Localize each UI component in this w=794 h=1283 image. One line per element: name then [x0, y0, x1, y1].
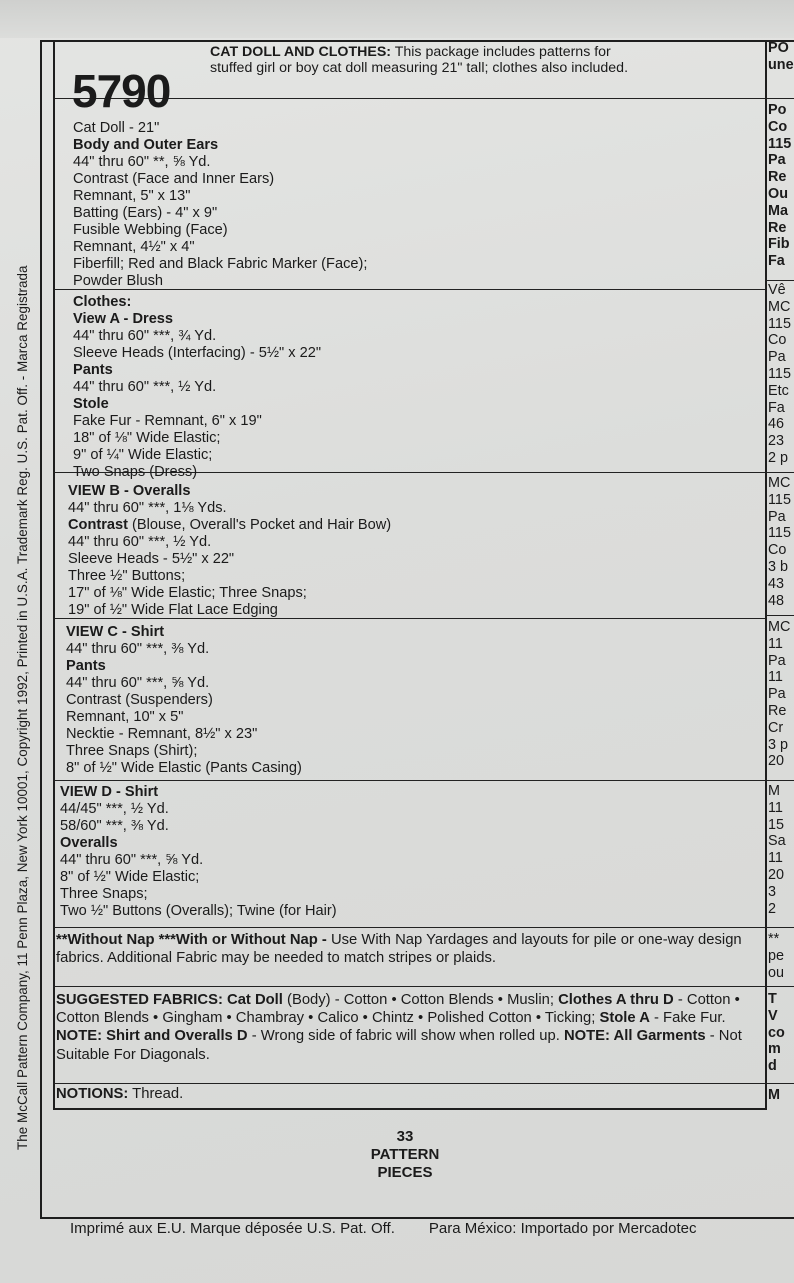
yardage-line: VIEW C - Shirt [66, 624, 165, 640]
top-edge-shadow [0, 0, 794, 38]
yardage-line: VIEW B - Overalls [68, 483, 191, 499]
yardage-line: 58/60" ***, ⅜ Yd. [60, 818, 169, 834]
notions-value: Thread. [128, 1086, 184, 1102]
cropped-spanish-text: M [768, 1087, 780, 1103]
fabric-text-segment: Stole A [599, 1010, 650, 1027]
nap-note-text: Use With Nap Yardages and layouts for pile or one-way design fabrics. Additional Fabric may be needed to match stripes or plaids. [56, 932, 742, 967]
yardage-line: Three ½" Buttons; [68, 568, 186, 584]
cropped-spanish-text: T [768, 991, 777, 1007]
yardage-line: Contrast (Blouse, Overall's Pocket and Hair Bow) [68, 517, 392, 533]
view-c-section [66, 624, 302, 777]
cropped-spanish-text: M [768, 783, 780, 799]
cropped-spanish-text: MC [768, 298, 791, 315]
cropped-spanish-text: 115 [768, 315, 791, 332]
yardage-line: Contrast (Suspenders) [66, 692, 213, 708]
divider [53, 1083, 765, 1084]
divider [53, 780, 765, 781]
description-line-1: This package includes patterns for [394, 44, 611, 60]
yardage-line: Body and Outer Ears [73, 137, 219, 153]
cropped-spanish-text: 23 [768, 433, 785, 450]
cropped-spanish-text: d [768, 1058, 777, 1075]
cropped-spanish-text: 11 [768, 669, 783, 686]
cropped-spanish-text: Pa [768, 652, 786, 669]
right-column-view-d [768, 783, 794, 917]
yardage-line: 44" thru 60" ***, ⅝ Yd. [66, 675, 210, 691]
notions-label: NOTIONS: [56, 1086, 129, 1102]
yardage-line: 44" thru 60" ***, ¾ Yd. [73, 328, 217, 344]
cropped-spanish-text: Ma [768, 202, 788, 219]
divider [765, 780, 794, 781]
yardage-line: 18" of ⅛" Wide Elastic; [73, 430, 221, 446]
nap-note-label: **Without Nap ***With or Without Nap - [56, 932, 327, 948]
cropped-spanish-text: Sa [768, 833, 786, 850]
yardage-line: Clothes: [73, 294, 132, 310]
cropped-spanish-text: 48 [768, 592, 785, 609]
yardage-line: Powder Blush [73, 273, 164, 289]
cropped-spanish-text: PO [768, 40, 789, 56]
cropped-spanish-text: ou [768, 964, 785, 981]
yardage-line: Batting (Ears) - 4" x 9" [73, 205, 218, 221]
cropped-spanish-text: Fa [768, 399, 785, 416]
pieces-line-1: PATTERN [370, 1146, 440, 1163]
yardage-line: Pants [73, 362, 113, 378]
cropped-spanish-text: 115 [768, 135, 792, 152]
cropped-spanish-text: Pa [768, 349, 786, 366]
yardage-line: VIEW D - Shirt [60, 784, 159, 800]
cropped-spanish-text: Co [768, 332, 787, 349]
fabric-text-segment: - Cotton • Cotton Blends • Gingham • Chambray • Calico • Chintz • Polished Cotton • Ticking; [56, 992, 740, 1027]
cropped-spanish-text: pe [768, 947, 785, 964]
cropped-spanish-text: 20 [768, 866, 785, 883]
cropped-spanish-text: Vê [768, 282, 786, 298]
view-b-section [68, 483, 391, 619]
cropped-spanish-text: Fa [768, 253, 785, 270]
fabric-text-segment: SUGGESTED FABRICS: Cat Doll [56, 992, 283, 1008]
cropped-spanish-text: Pa [768, 152, 786, 169]
cropped-spanish-text: m [768, 1041, 781, 1058]
cropped-spanish-text: Co [768, 118, 788, 135]
cat-doll-section [73, 120, 367, 290]
divider [765, 986, 794, 987]
cropped-spanish-text: Ou [768, 185, 788, 202]
cropped-spanish-text: 46 [768, 416, 785, 433]
cropped-spanish-text: 2 p [768, 449, 789, 466]
cropped-spanish-text: co [768, 1024, 785, 1041]
yardage-line: Remnant, 10" x 5" [66, 709, 184, 725]
cropped-spanish-text: 11 [768, 850, 783, 867]
view-d-section [60, 784, 337, 920]
divider [765, 927, 794, 928]
divider [765, 472, 794, 473]
yardage-line: View A - Dress [73, 311, 174, 327]
yardage-line: Overalls [60, 835, 118, 851]
pieces-number: 33 [396, 1128, 414, 1145]
cropped-spanish-text: 115 [768, 365, 791, 382]
yardage-line: Fiberfill; Red and Black Fabric Marker (Face); [73, 256, 368, 272]
right-column-cat-doll [768, 102, 794, 270]
cropped-spanish-text: Re [768, 169, 787, 186]
cropped-spanish-text: Etc [768, 382, 789, 399]
right-column-top [768, 40, 794, 74]
divider [765, 98, 794, 99]
suggested-fabrics [56, 991, 761, 1064]
divider [765, 1083, 794, 1084]
pattern-title: CAT DOLL AND CLOTHES: [210, 44, 392, 60]
cropped-spanish-text: MC [768, 619, 791, 635]
yardage-line: Two Snaps (Dress) [73, 464, 198, 480]
yardage-line: Remnant, 4½" x 4" [73, 239, 195, 255]
footer-left: Imprimé aux E.U. Marque déposée U.S. Pat. Off. [70, 1220, 395, 1237]
divider [765, 615, 794, 616]
cropped-spanish-text: 115 [768, 525, 791, 542]
nap-note [56, 931, 761, 967]
right-column-fabrics [768, 991, 794, 1075]
cropped-spanish-text: Pa [768, 686, 786, 703]
description-line-2: stuffed girl or boy cat doll measuring 21" tall; clothes also included. [210, 60, 629, 76]
cropped-spanish-text: 115 [768, 491, 791, 508]
yardage-line: Stole [73, 396, 109, 412]
cropped-spanish-text: Cr [768, 719, 784, 736]
yardage-line: Sleeve Heads - 5½" x 22" [68, 551, 235, 567]
cropped-spanish-text: Re [768, 219, 787, 236]
fabric-text-segment: NOTE: All Garments [563, 1028, 706, 1045]
yardage-line: Pants [66, 658, 106, 674]
fabric-text-segment: NOTE: Shirt and Overalls D [56, 1028, 248, 1045]
yardage-line: 44/45" ***, ½ Yd. [60, 801, 169, 817]
yardage-line: 8" of ½" Wide Elastic; [60, 869, 200, 885]
fabric-text-segment: Clothes A thru D [558, 992, 674, 1008]
yardage-line: 44" thru 60" **, ⅝ Yd. [73, 154, 211, 170]
copyright-side-text: The McCall Pattern Company, 11 Penn Plaza, New York 10001, Copyright 1992, Printed in U.S.A. Trademark Reg. U.S. Pat. Off. - Marca Registrada [15, 265, 30, 1150]
yardage-line: Cat Doll - 21" [73, 120, 160, 136]
cropped-spanish-text: 3 b [768, 558, 789, 575]
cropped-spanish-text: 20 [768, 753, 785, 770]
yardage-line: 9" of ¼" Wide Elastic; [73, 447, 213, 463]
yardage-line: 44" thru 60" ***, ⅜ Yd. [66, 641, 210, 657]
divider [53, 927, 765, 928]
right-column-notions [768, 1087, 794, 1104]
yardage-line: 8" of ½" Wide Elastic (Pants Casing) [66, 760, 302, 776]
yardage-line: 44" thru 60" ***, ½ Yd. [73, 379, 217, 395]
pattern-description [210, 44, 758, 76]
yardage-line: Sleeve Heads (Interfacing) - 5½" x 22" [73, 345, 322, 361]
pattern-number: 5790 [72, 65, 171, 117]
fabric-text-segment: - Wrong side of fabric will show when rolled up. [247, 1028, 564, 1045]
right-column-nap [768, 931, 794, 981]
yardage-line: 44" thru 60" ***, ⅝ Yd. [60, 852, 204, 868]
footer-trademark [70, 1220, 731, 1237]
cropped-spanish-text: Po [768, 102, 787, 118]
cropped-spanish-text: 15 [768, 816, 785, 833]
fabric-text-segment: - Fake Fur. [649, 1010, 726, 1027]
cropped-spanish-text: V [768, 1007, 778, 1024]
divider [765, 280, 794, 281]
yardage-line: Contrast (Face and Inner Ears) [73, 171, 275, 187]
fabric-text-segment: - Not Suitable For Diagonals. [56, 1028, 742, 1063]
view-a-section [73, 294, 321, 481]
yardage-line: Three Snaps; [60, 886, 148, 902]
cropped-spanish-text: 43 [768, 575, 785, 592]
yardage-line: Remnant, 5" x 13" [73, 188, 191, 204]
yardage-line: 17" of ⅛" Wide Elastic; Three Snaps; [68, 585, 307, 601]
cropped-spanish-text: MC [768, 475, 791, 491]
cropped-spanish-text: 11 [768, 635, 783, 652]
pattern-pieces-count [350, 1128, 460, 1182]
cropped-spanish-text: Fib [768, 236, 790, 253]
right-column-view-b [768, 475, 794, 609]
cropped-spanish-text: 3 p [768, 736, 789, 753]
cropped-spanish-text: une [768, 56, 794, 73]
fabric-text-segment: (Body) - Cotton • Cotton Blends • Muslin; [282, 992, 559, 1008]
yardage-line: Three Snaps (Shirt); [66, 743, 198, 759]
cropped-spanish-text: Co [768, 542, 787, 559]
right-column-view-c [768, 619, 794, 770]
right-column-view-a [768, 282, 794, 467]
pieces-line-2: PIECES [377, 1164, 433, 1181]
cropped-spanish-text: Pa [768, 508, 786, 525]
cropped-spanish-text: 2 [768, 900, 777, 917]
footer-right: Para México: Importado por Mercadotec [428, 1220, 697, 1237]
yardage-line: 44" thru 60" ***, ½ Yd. [68, 534, 212, 550]
notions [56, 1085, 761, 1103]
cropped-spanish-text: 11 [768, 799, 783, 816]
yardage-line: Fake Fur - Remnant, 6" x 19" [73, 413, 262, 429]
yardage-line: 44" thru 60" ***, 1⅛ Yds. [68, 500, 227, 516]
yardage-line: Fusible Webbing (Face) [73, 222, 228, 238]
yardage-line: Two ½" Buttons (Overalls); Twine (for Hair) [60, 903, 337, 919]
cropped-spanish-text: 3 [768, 883, 777, 900]
divider [53, 986, 765, 987]
cropped-spanish-text: Re [768, 702, 787, 719]
yardage-line: 19" of ½" Wide Flat Lace Edging [68, 602, 278, 618]
yardage-line: Necktie - Remnant, 8½" x 23" [66, 726, 258, 742]
cropped-spanish-text: ** [768, 931, 780, 947]
